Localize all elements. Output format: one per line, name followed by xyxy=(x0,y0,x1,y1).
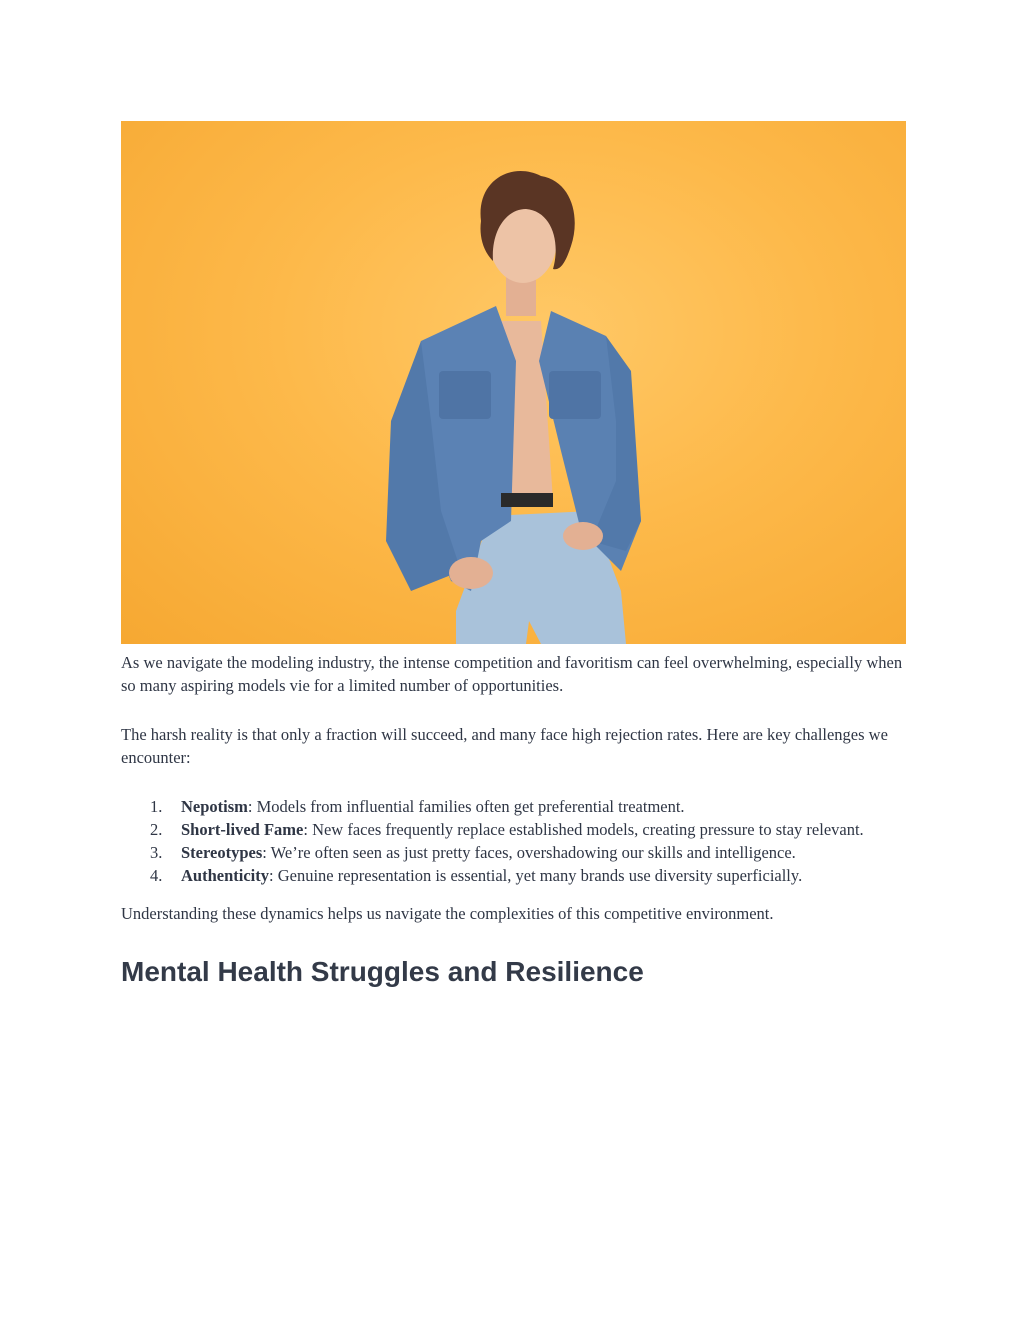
list-number: 2. xyxy=(150,820,163,839)
reality-paragraph: The harsh reality is that only a fraction will succeed, and many face high rejection rates. Here are key challenges we encounter: xyxy=(121,725,888,767)
list-item-term: Stereotypes xyxy=(181,843,263,862)
model-in-denim-jacket-illustration xyxy=(121,121,906,644)
list-item xyxy=(121,818,907,841)
list-number: 4. xyxy=(150,866,163,885)
list-item-term: Nepotism xyxy=(181,797,248,816)
list-item xyxy=(121,795,907,818)
list-number: 3. xyxy=(150,843,163,862)
document-page xyxy=(121,121,907,989)
list-number: 1. xyxy=(150,797,163,816)
list-item-text: : Genuine representation is essential, yet many brands use diversity superficially. xyxy=(269,866,803,885)
list-item xyxy=(121,864,907,887)
list-item-text: : We’re often seen as just pretty faces, overshadowing our skills and intelligence. xyxy=(262,843,796,862)
list-item-text: : New faces frequently replace established models, creating pressure to stay relevant. xyxy=(303,820,864,839)
list-item-term: Authenticity xyxy=(181,866,269,885)
conclusion-paragraph: Understanding these dynamics helps us navigate the complexities of this competitive environment. xyxy=(121,904,774,923)
challenges-list xyxy=(121,795,907,887)
section-heading: Mental Health Struggles and Resilience xyxy=(121,956,644,987)
list-item xyxy=(121,841,907,864)
hero-photo xyxy=(121,121,906,644)
list-item-text: : Models from influential families often get preferential treatment. xyxy=(247,797,685,816)
intro-paragraph: As we navigate the modeling industry, the intense competition and favoritism can feel overwhelming, especially when so many aspiring models vie for a limited number of opportunities. xyxy=(121,653,903,695)
list-item-term: Short-lived Fame xyxy=(181,820,304,839)
